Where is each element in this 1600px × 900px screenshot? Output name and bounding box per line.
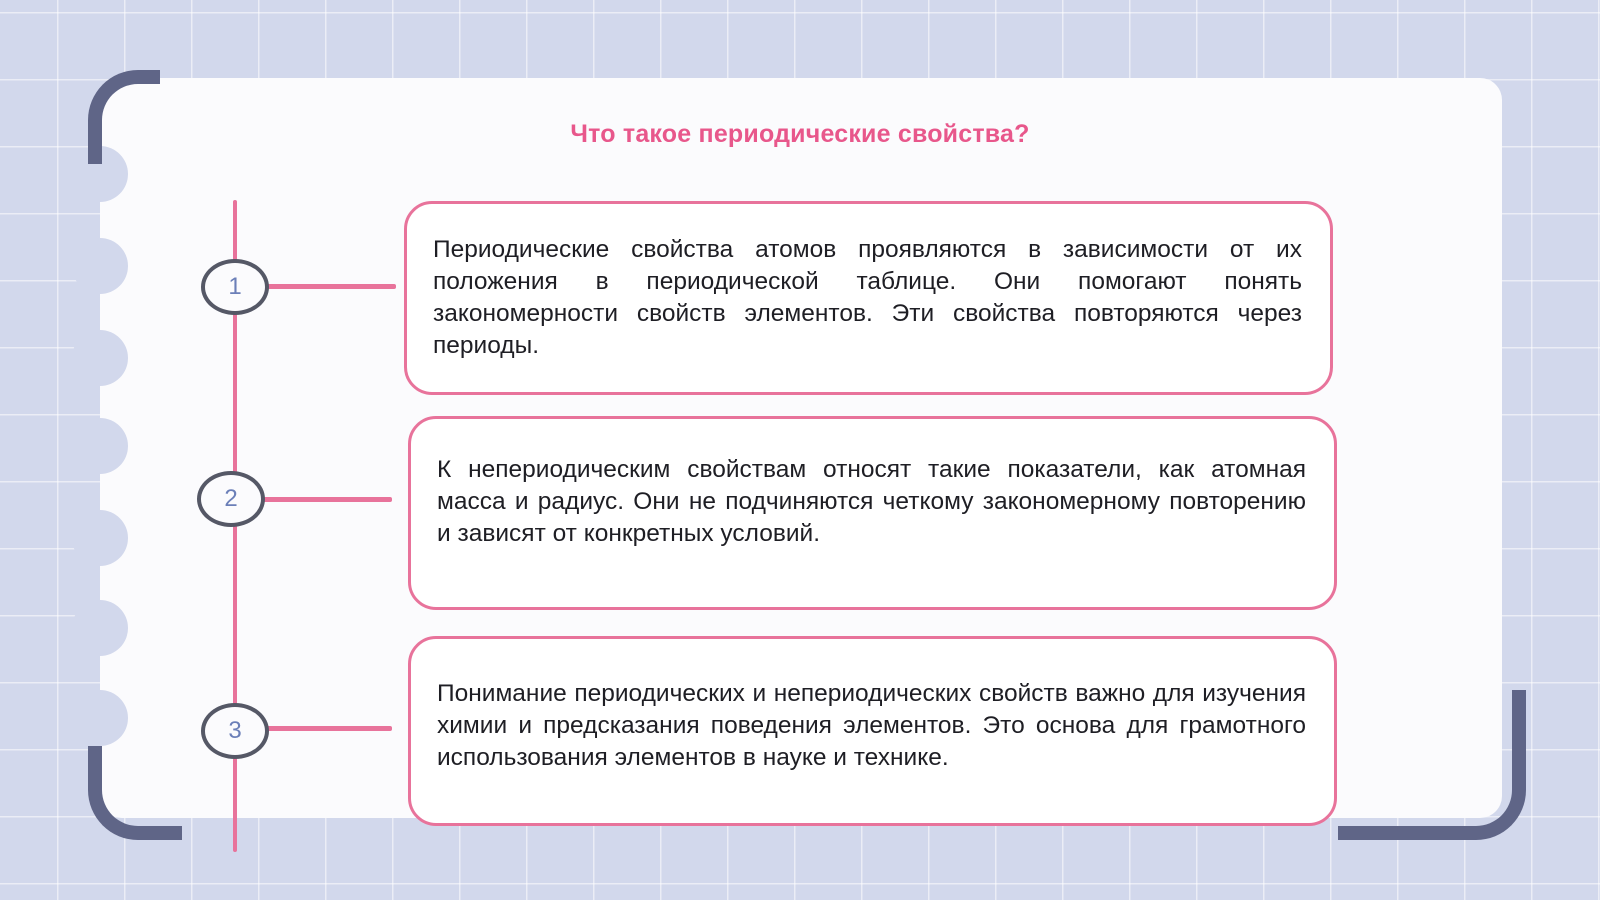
step-number: 2 [224, 485, 238, 512]
card-text: Периодические свойства атомов проявляются в зависимости от их положения в периодической таблице. Они помогают понять закономерности свойств элементов. Эти свойства повторяются через периоды. [433, 236, 1302, 359]
connector-line-3 [266, 726, 392, 731]
paper-notch [72, 690, 128, 746]
paper-notch [72, 418, 128, 474]
paper-notch [72, 238, 128, 294]
info-card-1 [404, 201, 1333, 395]
step-number: 3 [228, 717, 242, 744]
paper-notch [72, 330, 128, 386]
paper-notch [72, 510, 128, 566]
frame-corner-top-left [88, 70, 160, 164]
connector-line-1 [266, 284, 396, 289]
slide-title: Что такое периодические свойства? [570, 120, 1030, 148]
frame-corner-bottom-left [88, 746, 182, 840]
step-marker-1 [201, 259, 269, 315]
paper-notch [72, 600, 128, 656]
step-marker-3 [201, 703, 269, 759]
step-number: 1 [228, 273, 242, 300]
card-text: К непериодическим свойствам относят такие показатели, как атомная масса и радиус. Они не подчиняются четкому закономерному повторению и зависят от конкретных условий. [437, 456, 1306, 547]
connector-line-2 [262, 497, 392, 502]
frame-corner-bottom-right [1338, 690, 1526, 840]
info-card-2 [408, 416, 1337, 610]
card-text: Понимание периодических и непериодических свойств важно для изучения химии и предсказания поведения элементов. Это основа для грамотного использования элементов в науке и технике. [437, 680, 1306, 771]
info-card-3 [408, 636, 1337, 826]
step-marker-2 [197, 471, 265, 527]
